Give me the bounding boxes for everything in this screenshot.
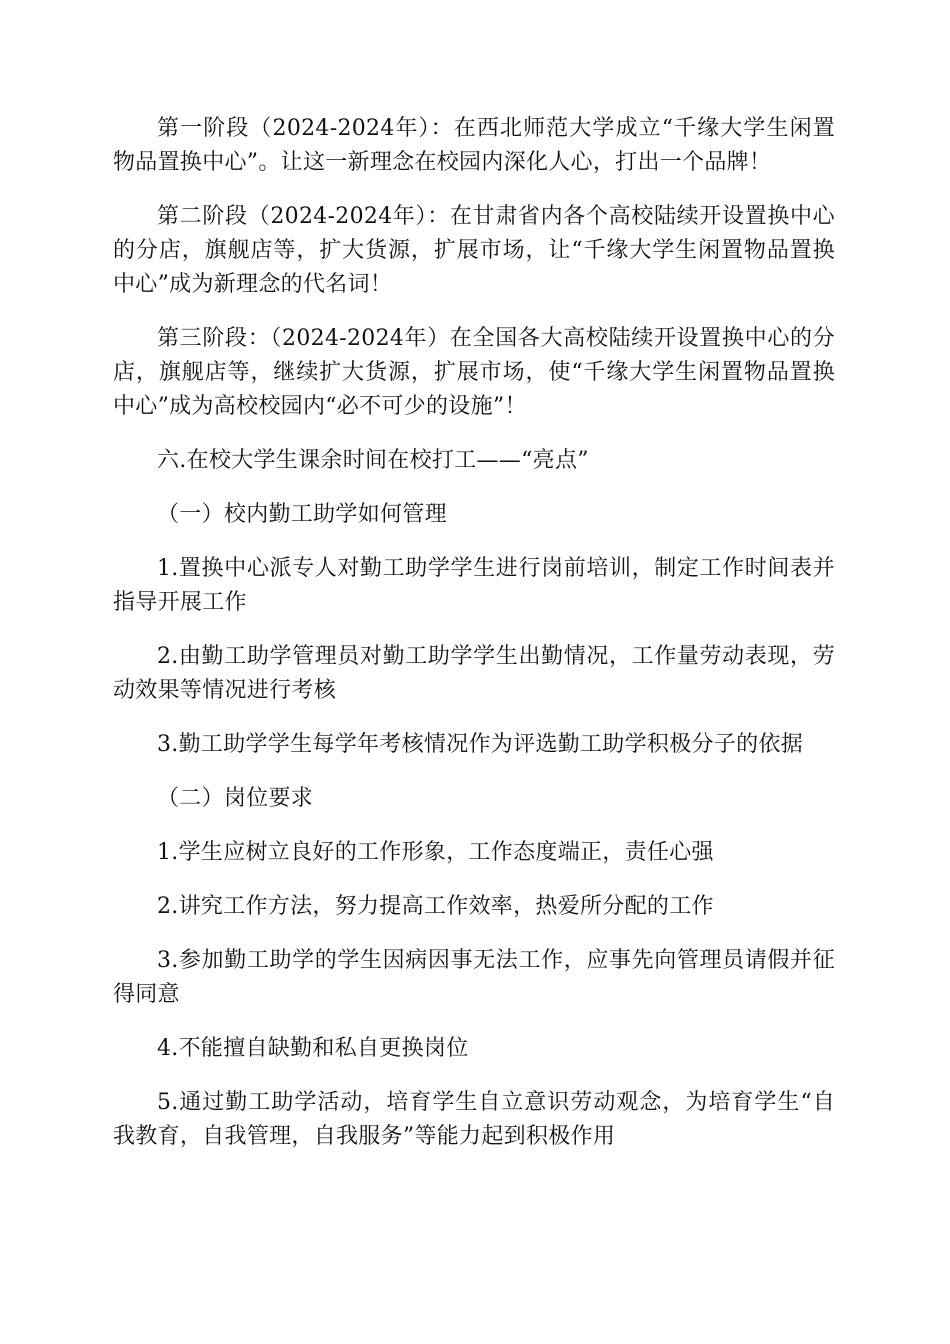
list-item-requirement-3: 3.参加勤工助学的学生因病因事无法工作，应事先向管理员请假并征得同意 <box>113 948 835 1007</box>
list-item-management-3: 3.勤工助学学生每学年考核情况作为评选勤工助学积极分子的依据 <box>157 732 803 757</box>
paragraph-stage-one: 第一阶段（2024-2024年）：在西北师范大学成立“千缘大学生闲置物品置换中心”。让这一新理念在校园内深化人心，打出一个品牌！ <box>113 116 835 175</box>
list-item-requirement-4: 4.不能擅自缺勤和私自更换岗位 <box>157 1036 469 1061</box>
subheading-management: （一）校内勤工助学如何管理 <box>157 502 447 527</box>
paragraph-stage-three: 第三阶段：（2024-2024年）在全国各大高校陆续开设置换中心的分店，旗舰店等，继续扩大货源，扩展市场，使“千缘大学生闲置物品置换中心”成为高校校园内“必不可少的设施”！ <box>113 326 835 419</box>
list-item-management-2: 2.由勤工助学管理员对勤工助学学生出勤情况，工作量劳动表现，劳动效果等情况进行考核 <box>113 644 835 703</box>
list-item-requirement-2: 2.讲究工作方法，努力提高工作效率，热爱所分配的工作 <box>157 894 714 919</box>
section-heading-six: 六.在校大学生课余时间在校打工——“亮点” <box>157 448 589 473</box>
subheading-requirements: （二）岗位要求 <box>157 786 314 811</box>
document-page <box>113 112 835 1154</box>
list-item-requirement-5: 5.通过勤工助学活动，培育学生自立意识劳动观念，为培育学生“自我教育，自我管理，自我服务”等能力起到积极作用 <box>113 1090 835 1149</box>
list-item-requirement-1: 1.学生应树立良好的工作形象，工作态度端正，责任心强 <box>157 840 714 865</box>
paragraph-stage-two: 第二阶段（2024-2024年）：在甘肃省内各个高校陆续开设置换中心的分店，旗舰店等，扩大货源，扩展市场，让“千缘大学生闲置物品置换中心”成为新理念的代名词！ <box>113 204 835 297</box>
list-item-management-1: 1.置换中心派专人对勤工助学学生进行岗前培训，制定工作时间表并指导开展工作 <box>113 556 835 615</box>
